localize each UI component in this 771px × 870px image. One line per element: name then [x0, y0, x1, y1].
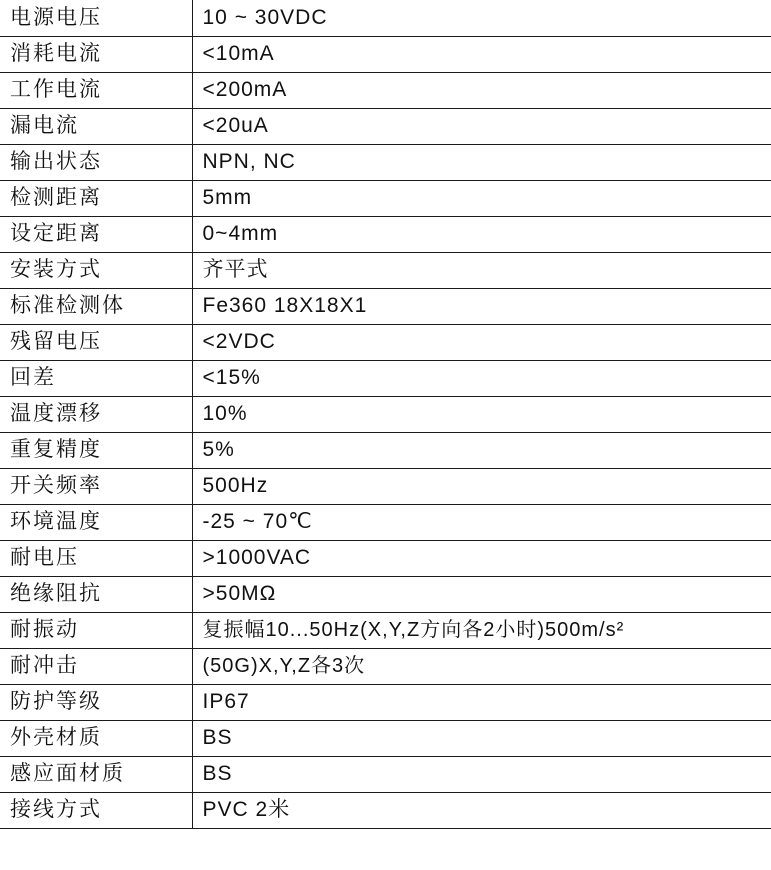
- spec-value: >50MΩ: [192, 576, 771, 612]
- spec-label: 耐冲击: [0, 648, 192, 684]
- table-row: [0, 0, 771, 36]
- spec-label: 工作电流: [0, 72, 192, 108]
- spec-label: 温度漂移: [0, 396, 192, 432]
- table-row: [0, 72, 771, 108]
- spec-label: 耐电压: [0, 540, 192, 576]
- table-row: [0, 36, 771, 72]
- spec-value: <15%: [192, 360, 771, 396]
- table-row: [0, 288, 771, 324]
- spec-label: 漏电流: [0, 108, 192, 144]
- table-row: [0, 396, 771, 432]
- spec-label: 重复精度: [0, 432, 192, 468]
- spec-label: 开关频率: [0, 468, 192, 504]
- table-row: [0, 756, 771, 792]
- spec-value: <200mA: [192, 72, 771, 108]
- spec-value: >1000VAC: [192, 540, 771, 576]
- spec-label: 接线方式: [0, 792, 192, 828]
- spec-value: Fe360 18X18X1: [192, 288, 771, 324]
- spec-value: <10mA: [192, 36, 771, 72]
- spec-value: (50G)X,Y,Z各3次: [192, 648, 771, 684]
- spec-label: 输出状态: [0, 144, 192, 180]
- spec-value: <20uA: [192, 108, 771, 144]
- table-row: [0, 432, 771, 468]
- spec-value: 齐平式: [192, 252, 771, 288]
- table-row: [0, 612, 771, 648]
- spec-value: 复振幅10...50Hz(X,Y,Z方向各2小时)500m/s²: [192, 612, 771, 648]
- spec-label: 安装方式: [0, 252, 192, 288]
- spec-label: 残留电压: [0, 324, 192, 360]
- spec-value: 5%: [192, 432, 771, 468]
- table-row: [0, 576, 771, 612]
- table-row: [0, 720, 771, 756]
- spec-label: 绝缘阻抗: [0, 576, 192, 612]
- table-row: [0, 504, 771, 540]
- spec-value: BS: [192, 720, 771, 756]
- table-row: [0, 144, 771, 180]
- table-row: [0, 216, 771, 252]
- table-row: [0, 252, 771, 288]
- spec-value: 5mm: [192, 180, 771, 216]
- spec-label: 环境温度: [0, 504, 192, 540]
- table-row: [0, 792, 771, 828]
- spec-value: PVC 2米: [192, 792, 771, 828]
- spec-value: 10 ~ 30VDC: [192, 0, 771, 36]
- spec-label: 耐振动: [0, 612, 192, 648]
- spec-label: 防护等级: [0, 684, 192, 720]
- spec-value: NPN, NC: [192, 144, 771, 180]
- spec-value: -25 ~ 70℃: [192, 504, 771, 540]
- table-row: [0, 108, 771, 144]
- spec-value: BS: [192, 756, 771, 792]
- spec-value: IP67: [192, 684, 771, 720]
- spec-label: 外壳材质: [0, 720, 192, 756]
- spec-value: 500Hz: [192, 468, 771, 504]
- spec-label: 感应面材质: [0, 756, 192, 792]
- table-row: [0, 360, 771, 396]
- table-row: [0, 324, 771, 360]
- spec-label: 标准检测体: [0, 288, 192, 324]
- table-row: [0, 180, 771, 216]
- spec-value: <2VDC: [192, 324, 771, 360]
- table-row: [0, 540, 771, 576]
- spec-label: 回差: [0, 360, 192, 396]
- spec-label: 电源电压: [0, 0, 192, 36]
- spec-value: 10%: [192, 396, 771, 432]
- spec-label: 设定距离: [0, 216, 192, 252]
- spec-value: 0~4mm: [192, 216, 771, 252]
- spec-label: 消耗电流: [0, 36, 192, 72]
- table-row: [0, 648, 771, 684]
- table-row: [0, 468, 771, 504]
- table-row: [0, 684, 771, 720]
- spec-label: 检测距离: [0, 180, 192, 216]
